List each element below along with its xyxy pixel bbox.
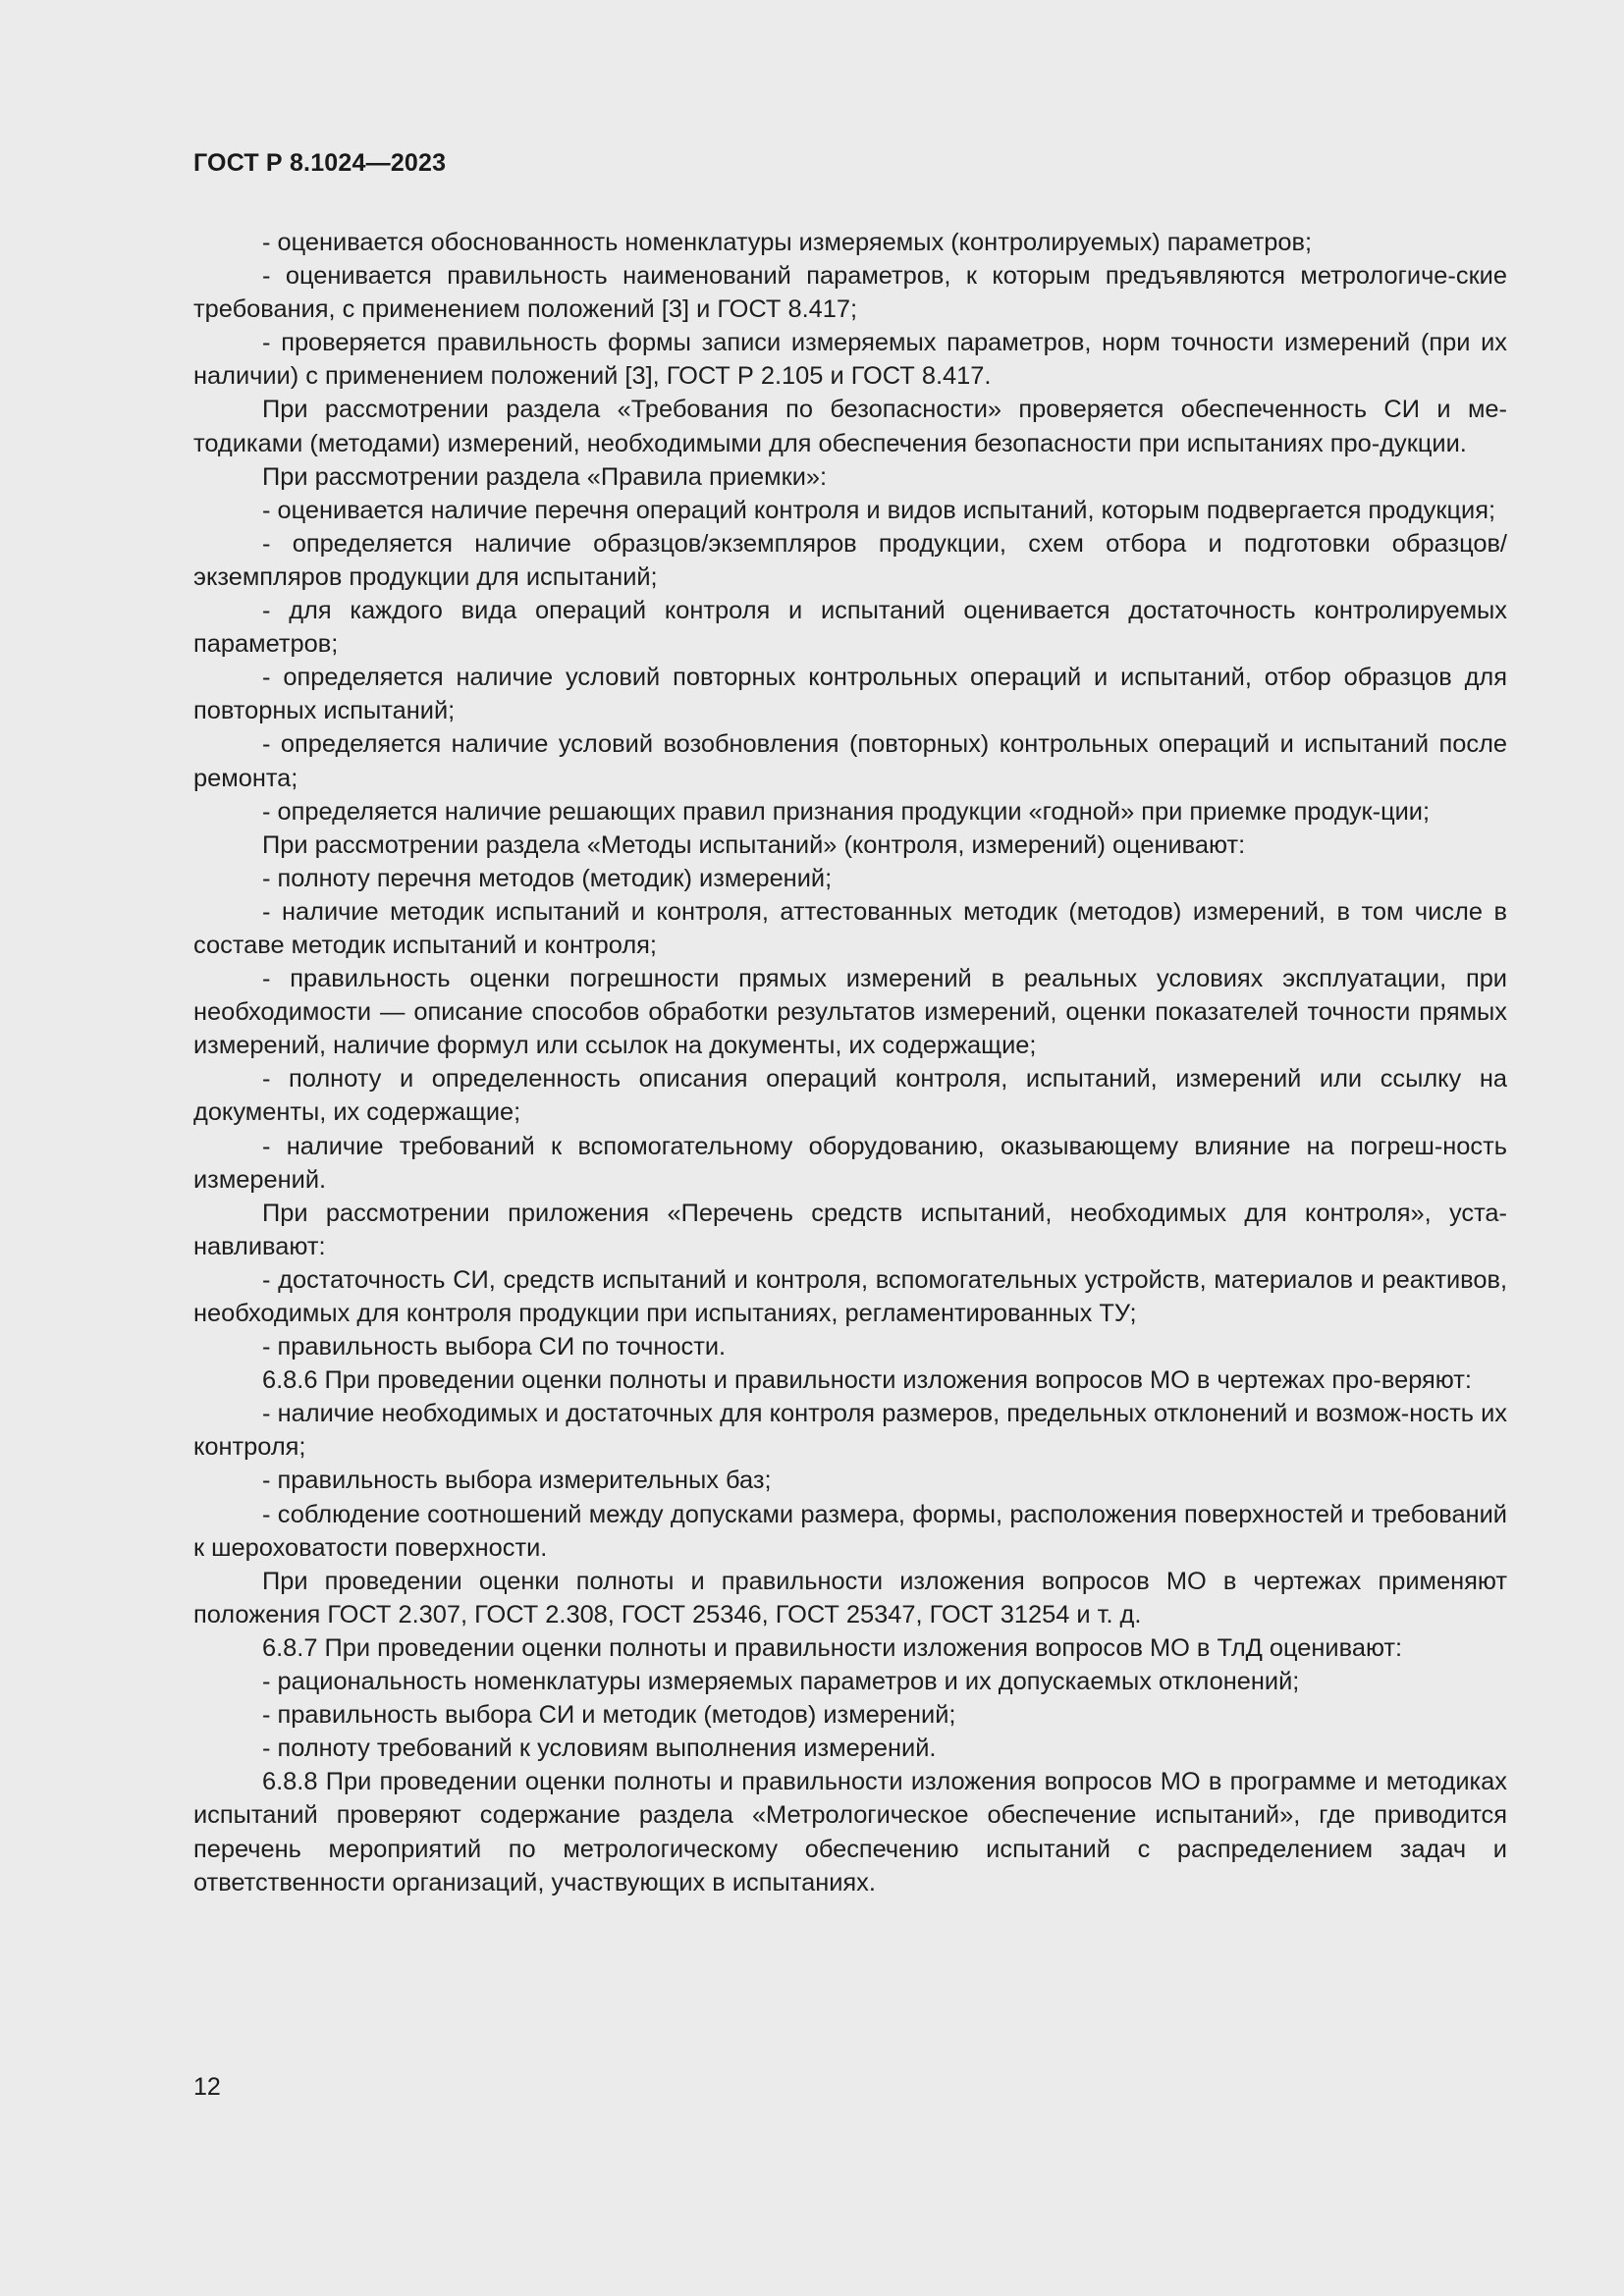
paragraph: - наличие необходимых и достаточных для контроля размеров, предельных отклонений и возмож-ность их контроля; bbox=[193, 1400, 1507, 1462]
paragraph: - достаточность СИ, средств испытаний и контроля, вспомогательных устройств, материалов и реактивов, необходимых для контроля продукции при испытаниях, регламентированных ТУ; bbox=[193, 1265, 1507, 1327]
paragraph: - полноту требований к условиям выполнения измерений. bbox=[262, 1735, 937, 1763]
paragraph: При рассмотрении раздела «Правила приемки»: bbox=[262, 462, 828, 491]
paragraph: - рациональность номенклатуры измеряемых параметров и их допускаемых отклонений; bbox=[262, 1668, 1300, 1696]
paragraph: При проведении оценки полноты и правильности изложения вопросов МО в чертежах применяют положения ГОСТ 2.307, ГОСТ 2.308, ГОСТ 25346, ГОСТ 25347, ГОСТ 31254 и т. д. bbox=[193, 1567, 1507, 1629]
paragraph: - оценивается правильность наименований параметров, к которым предъявляются метрологиче-ские требования, с применением положений [3] и ГОСТ 8.417; bbox=[193, 262, 1507, 324]
paragraph: - для каждого вида операций контроля и испытаний оценивается достаточность контролируемых параметров; bbox=[193, 597, 1507, 659]
page-number: 12 bbox=[193, 2073, 221, 2101]
document-header: ГОСТ Р 8.1024—2023 bbox=[193, 149, 447, 177]
paragraph: При рассмотрении раздела «Требования по безопасности» проверяется обеспеченность СИ и ме-тодиками (методами) измерений, необходимыми для обеспечения безопасности при испытаниях про-дукции. bbox=[193, 396, 1507, 457]
document-body bbox=[193, 226, 1507, 1899]
paragraph: - полноту и определенность описания операций контроля, испытаний, измерений или ссылку на документы, их содержащие; bbox=[193, 1065, 1507, 1127]
paragraph: 6.8.8 При проведении оценки полноты и правильности изложения вопросов МО в программе и методиках испытаний проверяют содержание раздела «Метрологическое обеспечение испытаний», где приводится перечень мероприятий по метрологическому обеспечению испытаний с распределением задач и ответственности организаций, участвующих в испытаниях. bbox=[193, 1768, 1507, 1896]
paragraph: - правильность оценки погрешности прямых измерений в реальных условиях эксплуатации, при необходимости — описание способов обработки результатов измерений, оценки показателей точности прямых измерений, наличие формул или ссылок на документы, их содержащие; bbox=[193, 965, 1507, 1060]
paragraph: - проверяется правильность формы записи измеряемых параметров, норм точности измерений (при их наличии) с применением положений [3], ГОСТ Р 2.105 и ГОСТ 8.417. bbox=[193, 329, 1507, 391]
paragraph: - определяется наличие решающих правил признания продукции «годной» при приемке продук-ции; bbox=[262, 797, 1431, 826]
paragraph: - наличие требований к вспомогательному оборудованию, оказывающему влияние на погреш-ность измерений. bbox=[193, 1132, 1507, 1194]
paragraph: - соблюдение соотношений между допусками размера, формы, расположения поверхностей и требований к шероховатости поверхности. bbox=[193, 1500, 1507, 1562]
paragraph: 6.8.7 При проведении оценки полноты и правильности изложения вопросов МО в ТлД оценивают: bbox=[262, 1633, 1403, 1662]
paragraph: При рассмотрении раздела «Методы испытаний» (контроля, измерений) оценивают: bbox=[262, 830, 1246, 859]
paragraph: - оценивается наличие перечня операций контроля и видов испытаний, которым подвергается продукция; bbox=[262, 496, 1496, 524]
paragraph: 6.8.6 При проведении оценки полноты и правильности изложения вопросов МО в чертежах про-веряют: bbox=[262, 1366, 1472, 1395]
paragraph: - определяется наличие условий возобновления (повторных) контрольных операций и испытаний после ремонта; bbox=[193, 730, 1507, 792]
paragraph: - определяется наличие условий повторных контрольных операций и испытаний, отбор образцов для повторных испытаний; bbox=[193, 664, 1507, 725]
paragraph: - правильность выбора СИ по точности. bbox=[262, 1333, 727, 1362]
paragraph: - правильность выбора СИ и методик (методов) измерений; bbox=[262, 1701, 956, 1730]
paragraph: - правильность выбора измерительных баз; bbox=[262, 1467, 772, 1495]
paragraph: - оценивается обоснованность номенклатуры измеряемых (контролируемых) параметров; bbox=[262, 229, 1313, 256]
paragraph: При рассмотрении приложения «Перечень средств испытаний, необходимых для контроля», уста-навливают: bbox=[193, 1199, 1507, 1260]
paragraph: - полноту перечня методов (методик) измерений; bbox=[262, 864, 833, 892]
paragraph: - определяется наличие образцов/экземпляров продукции, схем отбора и подготовки образцов/ экземпляров продукции для испытаний; bbox=[193, 529, 1507, 591]
paragraph: - наличие методик испытаний и контроля, аттестованных методик (методов) измерений, в том числе в составе методик испытаний и контроля; bbox=[193, 897, 1507, 959]
